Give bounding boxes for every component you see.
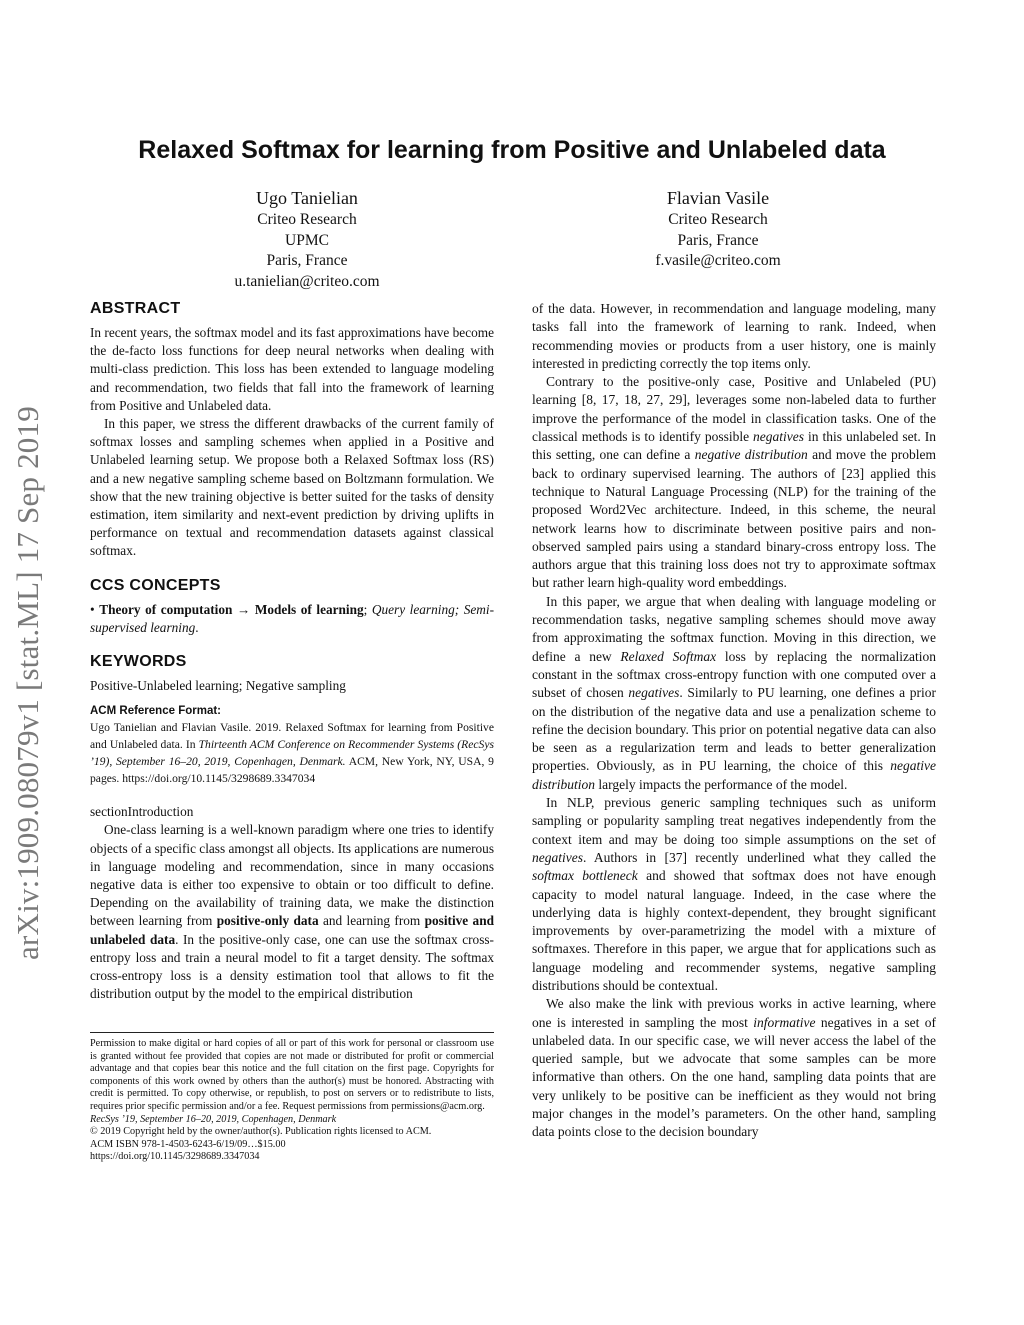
- body-paragraph: of the data. However, in recommendation and language modeling, many tasks fall into the framework of learning to rank. Indeed, when recommending movies or products from a user history, one is mainly interested in predicting correctly the top items only.: [532, 301, 936, 371]
- author-location: Paris, France: [677, 231, 759, 249]
- author-block-2: [600, 186, 836, 272]
- author-email: f.vasile@criteo.com: [655, 252, 781, 269]
- body-paragraph: In NLP, previous generic sampling techniques such as uniform sampling or popularity sampling treat negatives independently from the context item and may be doing too simple assumptions on the set of negatives. Authors in [37] recently underlined what they called the softmax bottleneck and showed that softmax does not have enough capacity to model natural language. Indeed, in the case where the underlying data is highly context-dependent, they brought significant improvements by over-parametrizing the model with a mixture of softmaxes. Therefore in this paper, we argue that for applications such as language modeling and recommender systems, negative sampling distributions should be contextual.: [532, 795, 936, 993]
- intro-section-label: sectionIntroduction: [90, 804, 194, 820]
- author-name: Flavian Vasile: [666, 188, 770, 208]
- body-paragraph: We also make the link with previous works in active learning, where one is interested in sampling the most informative negatives in a set of unlabeled data. In our specific case, we will never access the label of the queried sample, but we advocate that some samples can be more informative than others. On the one hand, sampling data points that are very unlikely to be positive can be inefficient as they would not bring major changes in the model’s parameters. On the other hand, sampling data points close to the decision boundary: [532, 996, 936, 1140]
- conference-line: RecSys ’19, September 16–20, 2019, Copenhagen, Denmark: [90, 1113, 337, 1125]
- right-column: [532, 300, 936, 1142]
- isbn-line: ACM ISBN 978-1-4503-6243-6/19/09…$15.00: [90, 1138, 286, 1150]
- intro-paragraph: One-class learning is a well-known paradigm where one tries to identify objects of a specific class amongst all objects. Its applications are numerous in language modeling and recommendation, since in many occasions negative data is either too expensive to obtain or too difficult to define. Depending on the availability of training data, we make the distinction between learning from positive-only data and learning from positive and unlabeled data. In the positive-only case, one can use the softmax cross-entropy loss and train a neural model to fit a target density. The softmax cross-entropy loss is a density estimation tool that allows to fit the distribution output by the model to the empirical distribution: [90, 822, 494, 1002]
- keywords-text: Positive-Unlabeled learning; Negative sampling: [90, 678, 346, 694]
- copyright-line: © 2019 Copyright held by the owner/author(s). Publication rights licensed to ACM.: [90, 1126, 432, 1138]
- body-paragraph: In this paper, we argue that when dealing with language modeling or recommendation tasks, negative sampling schemes should move away from approximating the softmax function. Moving in this direction, we define a new Relaxed Softmax loss by replacing the normalization constant in the softmax cross-entropy function with one computed over a subset of chosen negatives. Similarly to PU learning, one defines a prior on the distribution of the negative data and use a penalization scheme to refine the decision boundary. This prior on potential negative data can also be seen as a regularization term and leads to better generalization properties. Obviously, as in PU learning, the choice of this negative distribution largely impacts the performance of the model.: [532, 593, 937, 792]
- abstract-paragraph: In this paper, we stress the different drawbacks of the current family of softmax losses and sampling schemes when applied in a Positive and Unlabeled learning setup. We propose both a Relaxed Softmax loss (RS) and a new negative sampling scheme based on Boltzmann formulation. We show that the new training objective is better suited for the tasks of density estimation, item similarity and next-event prediction by driving uplifts in performance on textual and recommendation datasets against classical softmax.: [90, 416, 494, 559]
- author-block-1: [190, 186, 424, 292]
- author-affiliation: UPMC: [285, 231, 329, 249]
- body-paragraph: Contrary to the positive-only case, Positive and Unlabeled (PU) learning [8, 17, 18, 27, 29], leverages some non-labeled data to further improve the performance of the model in classification tasks. One of the classical methods is to identify possible negatives in this unlabeled set. In this setting, one can define a negative distribution and move the problem back to ordinary supervised learning. The authors of [23] applied this technique to Natural Language Processing (NLP) for the training of the proposed Word2Vec architecture. Indeed, in this scheme, the neural network learns how to discriminate between positive pairs and non-observed sampled pairs using a standard binary-cross entropy loss. The authors argue that this training loss does not try to approximate softmax but rather learn high-quality word embeddings.: [532, 374, 937, 591]
- footnote-divider: [90, 1032, 494, 1033]
- abstract-heading: ABSTRACT: [90, 300, 181, 317]
- acm-reference-heading: ACM Reference Format:: [90, 705, 221, 718]
- copyright-footnote: [90, 1032, 494, 1164]
- doi-line: https://doi.org/10.1145/3298689.3347034: [90, 1151, 260, 1163]
- acm-reference-text: Ugo Tanielian and Flavian Vasile. 2019. Relaxed Softmax for learning from Positive and Unlabeled data. In Thirteenth ACM Conference on Recommender Systems (RecSys ’19), September 16–20, 2019, Copenhagen, Denmark. ACM, New York, NY, USA, 9 pages. https://doi.org/10.1145/3298689.3347034: [90, 721, 494, 786]
- permission-notice: Permission to make digital or hard copies of all or part of this work for personal or classroom use is granted without fee provided that copies are not made or distributed for profit or commercial advantage and that copies bear this notice and the full citation on the first page. Copyrights for components of this work owned by others than the author(s) must be honored. Abstracting with credit is permitted. To copy otherwise, or republish, to post on servers or to redistribute to lists, requires prior specific permission and/or a fee. Request permissions from permissions@acm.org.: [90, 1038, 494, 1112]
- left-column: [90, 300, 494, 1003]
- paper-title: Relaxed Softmax for learning from Positive and Unlabeled data: [138, 136, 886, 164]
- author-affiliation: Criteo Research: [668, 211, 768, 228]
- author-location: Paris, France: [266, 252, 348, 269]
- arxiv-stamp: arXiv:1909.08079v1 [stat.ML] 17 Sep 2019: [10, 406, 45, 960]
- keywords-heading: KEYWORDS: [90, 653, 187, 671]
- ccs-heading: CCS CONCEPTS: [90, 576, 221, 594]
- author-email: u.tanielian@criteo.com: [234, 272, 380, 290]
- author-name: Ugo Tanielian: [256, 188, 358, 208]
- abstract-paragraph: In recent years, the softmax model and its fast approximations have become the de-facto loss functions for deep neural networks when dealing with multi-class prediction. This loss has been extended to language modeling and recommendation, two fields that fall into the framework of learning from Positive and Unlabeled data.: [90, 325, 494, 413]
- author-affiliation: Criteo Research: [257, 211, 357, 228]
- ccs-concepts: • Theory of computation → Models of learning; Query learning; Semi-supervised learning.: [90, 601, 494, 635]
